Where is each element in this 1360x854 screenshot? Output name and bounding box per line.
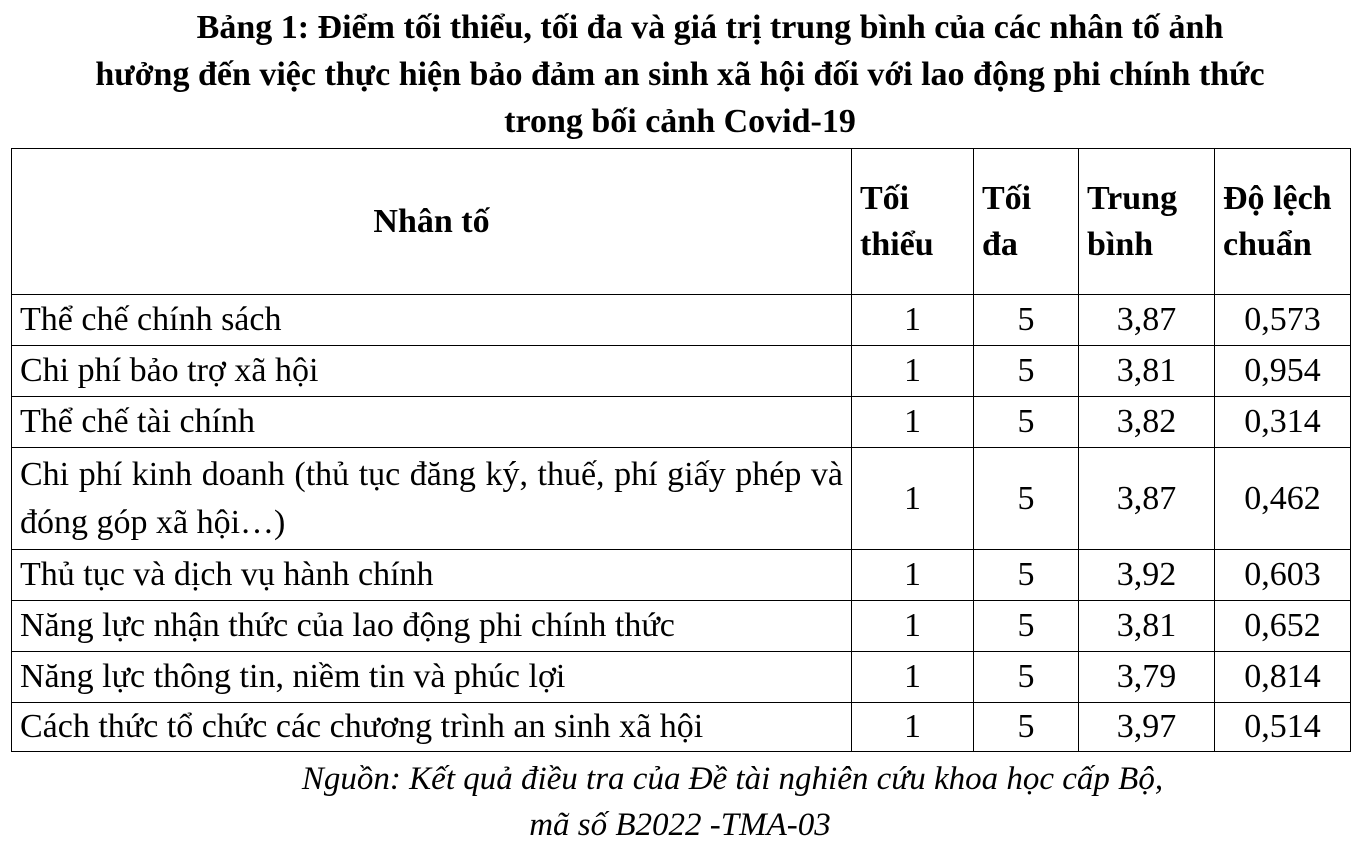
row-sd: 0,462 bbox=[1215, 448, 1351, 550]
row-mean: 3,81 bbox=[1079, 601, 1215, 652]
row-sd: 0,652 bbox=[1215, 601, 1351, 652]
row-min: 1 bbox=[852, 703, 974, 752]
row-mean: 3,92 bbox=[1079, 550, 1215, 601]
row-factor: Năng lực nhận thức của lao động phi chính thức bbox=[12, 601, 852, 652]
table-row bbox=[12, 448, 1351, 550]
table-row bbox=[12, 550, 1351, 601]
row-max: 5 bbox=[974, 601, 1079, 652]
row-min: 1 bbox=[852, 601, 974, 652]
row-factor: Thể chế tài chính bbox=[12, 397, 852, 448]
table-row bbox=[12, 703, 1351, 752]
source-line-2: mã số B2022 -TMA-03 bbox=[529, 807, 831, 843]
table-header-row bbox=[12, 149, 1351, 295]
table-row bbox=[12, 397, 1351, 448]
row-factor: Năng lực thông tin, niềm tin và phúc lợi bbox=[12, 652, 852, 703]
header-mean: Trung bình bbox=[1079, 149, 1215, 295]
header-sd: Độ lệch chuẩn bbox=[1215, 149, 1351, 295]
row-mean: 3,82 bbox=[1079, 397, 1215, 448]
row-mean: 3,87 bbox=[1079, 295, 1215, 346]
row-sd: 0,573 bbox=[1215, 295, 1351, 346]
row-mean: 3,97 bbox=[1079, 703, 1215, 752]
row-factor: Chi phí kinh doanh (thủ tục đăng ký, thuế, phí giấy phép và đóng góp xã hội…) bbox=[12, 448, 852, 550]
row-mean: 3,79 bbox=[1079, 652, 1215, 703]
title-line-1: Bảng 1: Điểm tối thiểu, tối đa và giá trị trung bình của các nhân tố ảnh bbox=[196, 9, 1224, 46]
row-max: 5 bbox=[974, 346, 1079, 397]
row-max: 5 bbox=[974, 703, 1079, 752]
row-sd: 0,603 bbox=[1215, 550, 1351, 601]
title-line-3: trong bối cảnh Covid-19 bbox=[504, 103, 856, 140]
row-factor: Thủ tục và dịch vụ hành chính bbox=[12, 550, 852, 601]
row-factor: Thể chế chính sách bbox=[12, 295, 852, 346]
statistics-table bbox=[11, 148, 1351, 752]
row-min: 1 bbox=[852, 550, 974, 601]
header-max: Tối đa bbox=[974, 149, 1079, 295]
row-max: 5 bbox=[974, 295, 1079, 346]
row-sd: 0,954 bbox=[1215, 346, 1351, 397]
row-max: 5 bbox=[974, 397, 1079, 448]
row-factor: Chi phí bảo trợ xã hội bbox=[12, 346, 852, 397]
row-sd: 0,814 bbox=[1215, 652, 1351, 703]
row-min: 1 bbox=[852, 295, 974, 346]
table-row bbox=[12, 652, 1351, 703]
table-row bbox=[12, 295, 1351, 346]
row-mean: 3,87 bbox=[1079, 448, 1215, 550]
table-row bbox=[12, 601, 1351, 652]
row-mean: 3,81 bbox=[1079, 346, 1215, 397]
table-title bbox=[10, 4, 1350, 145]
row-min: 1 bbox=[852, 397, 974, 448]
row-min: 1 bbox=[852, 346, 974, 397]
source-note bbox=[10, 756, 1350, 848]
row-min: 1 bbox=[852, 652, 974, 703]
row-sd: 0,314 bbox=[1215, 397, 1351, 448]
row-factor: Cách thức tổ chức các chương trình an sinh xã hội bbox=[12, 703, 852, 752]
source-line-1: Nguồn: Kết quả điều tra của Đề tài nghiên cứu khoa học cấp Bộ, bbox=[301, 761, 1164, 797]
header-min: Tối thiểu bbox=[852, 149, 974, 295]
row-max: 5 bbox=[974, 448, 1079, 550]
title-line-2: hưởng đến việc thực hiện bảo đảm an sinh xã hội đối với lao động phi chính thức bbox=[95, 56, 1265, 93]
table-row bbox=[12, 346, 1351, 397]
row-min: 1 bbox=[852, 448, 974, 550]
row-max: 5 bbox=[974, 652, 1079, 703]
row-sd: 0,514 bbox=[1215, 703, 1351, 752]
row-max: 5 bbox=[974, 550, 1079, 601]
header-factor: Nhân tố bbox=[12, 149, 852, 295]
